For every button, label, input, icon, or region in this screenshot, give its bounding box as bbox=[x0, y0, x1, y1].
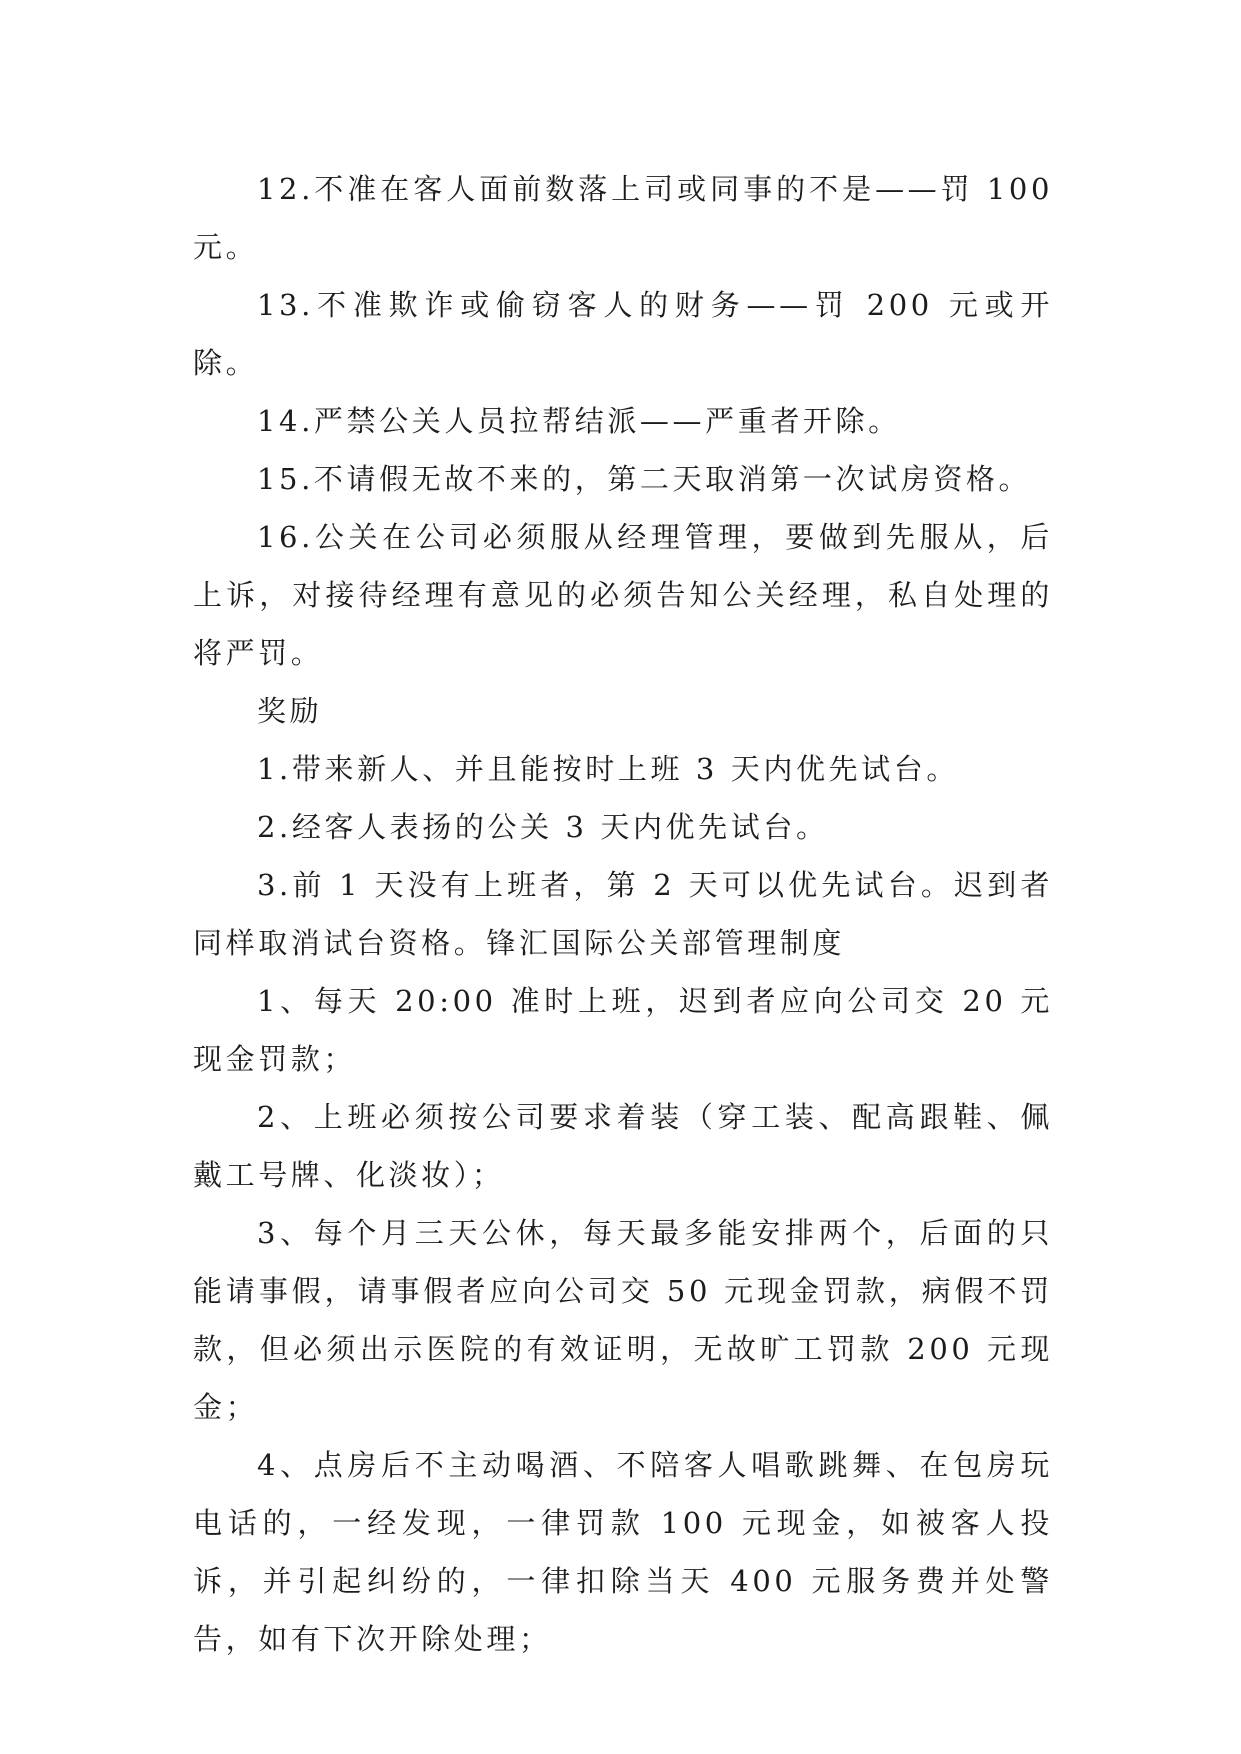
reward-1-paragraph: 1.带来新人、并且能按时上班 3 天内优先试台。 bbox=[257, 752, 959, 786]
policy-2-paragraph: 2、上班必须按公司要求着装（穿工装、配高跟鞋、佩戴工号牌、化淡妆）； bbox=[193, 1100, 1053, 1192]
reward-3-paragraph: 3.前 1 天没有上班者，第 2 天可以优先试台。迟到者同样取消试台资格。锋汇国际公关部管理制度 bbox=[193, 868, 1053, 960]
rule-14-paragraph: 14.严禁公关人员拉帮结派——严重者开除。 bbox=[257, 404, 901, 438]
rewards-heading: 奖励 bbox=[257, 694, 323, 728]
policy-4-paragraph: 4、点房后不主动喝酒、不陪客人唱歌跳舞、在包房玩电话的，一经发现，一律罚款 100 元现金，如被客人投诉，并引起纠纷的，一律扣除当天 400 元服务费并处警告，如有下次开除处理； bbox=[193, 1448, 1053, 1656]
reward-2-paragraph: 2.经客人表扬的公关 3 天内优先试台。 bbox=[257, 810, 829, 844]
rule-13-paragraph: 13.不准欺诈或偷窃客人的财务——罚 200 元或开除。 bbox=[193, 288, 1053, 380]
document-body bbox=[193, 160, 1053, 1668]
rule-15-paragraph: 15.不请假无故不来的，第二天取消第一次试房资格。 bbox=[257, 462, 1032, 496]
rule-16-paragraph: 16.公关在公司必须服从经理管理，要做到先服从，后上诉，对接待经理有意见的必须告知公关经理，私自处理的将严罚。 bbox=[193, 520, 1053, 670]
rule-12-paragraph: 12.不准在客人面前数落上司或同事的不是——罚 100 元。 bbox=[193, 172, 1053, 264]
policy-1-paragraph: 1、每天 20:00 准时上班，迟到者应向公司交 20 元现金罚款； bbox=[193, 984, 1053, 1076]
policy-3-paragraph: 3、每个月三天公休，每天最多能安排两个，后面的只能请事假，请事假者应向公司交 50 元现金罚款，病假不罚款，但必须出示医院的有效证明，无故旷工罚款 200 元现金； bbox=[193, 1216, 1053, 1424]
